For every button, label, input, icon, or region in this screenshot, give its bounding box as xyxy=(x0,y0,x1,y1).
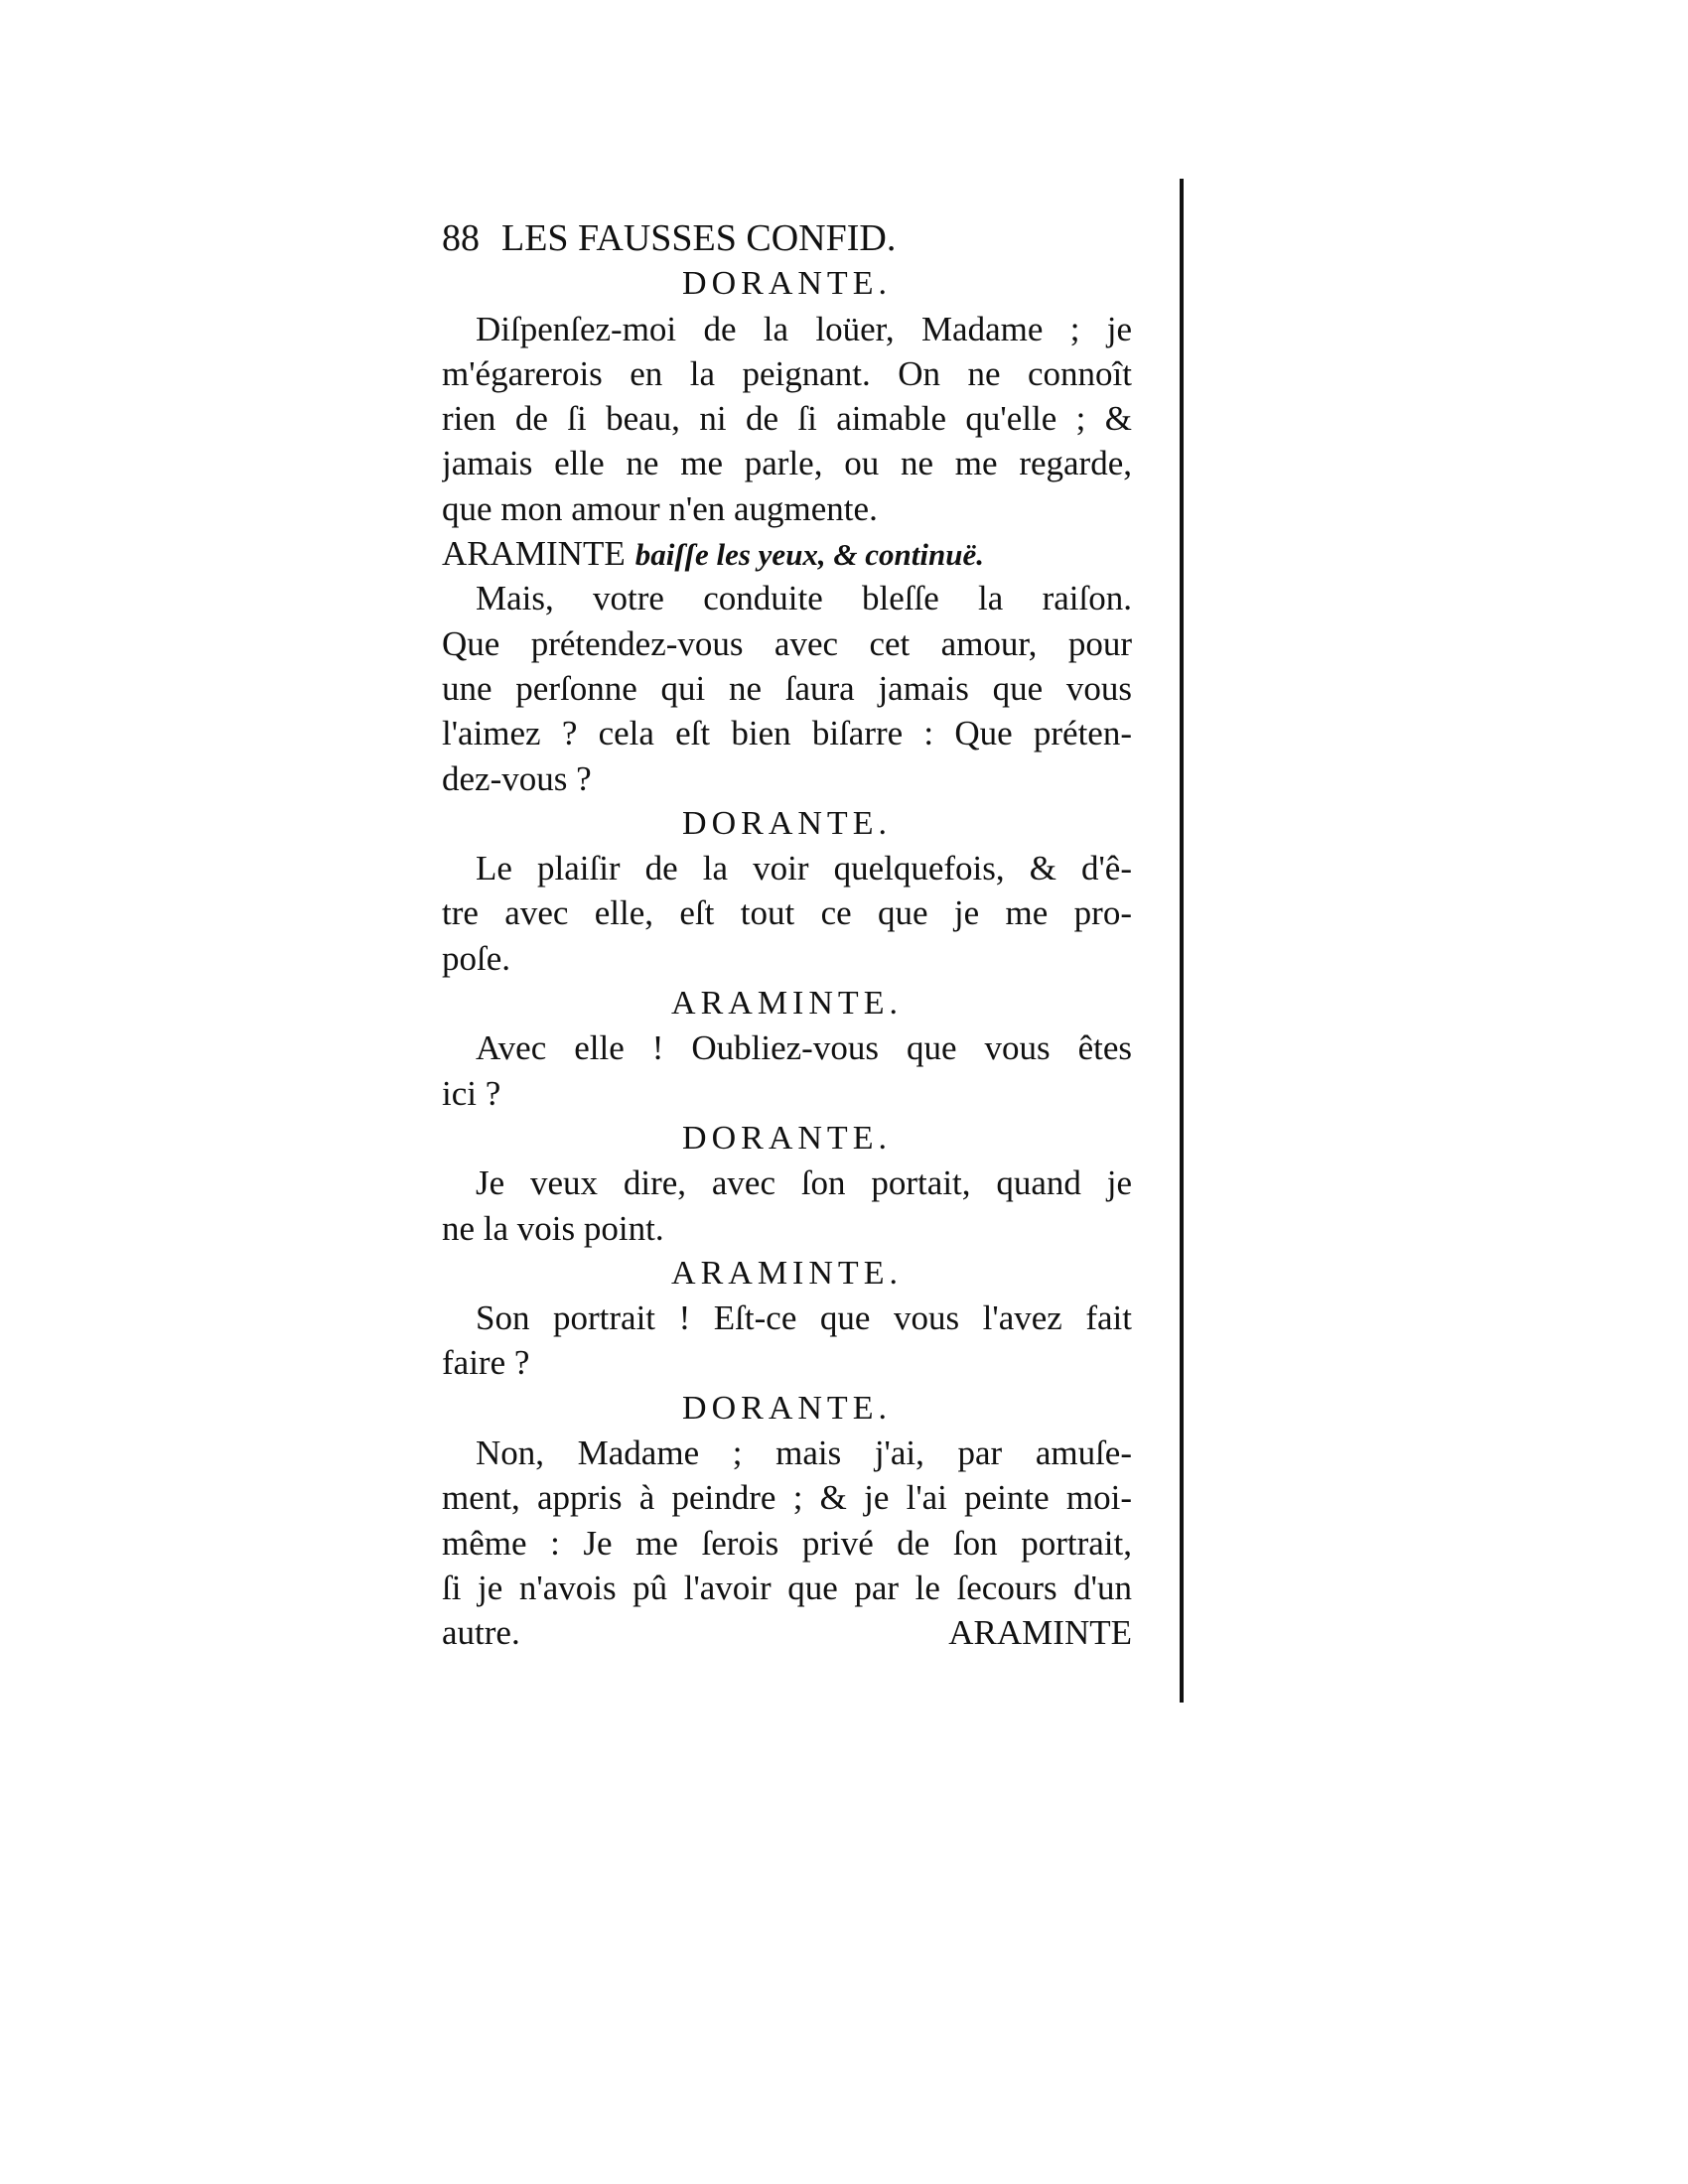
text-line: faire ? xyxy=(442,1343,530,1383)
text-line: Mais, votre conduite bleſſe la raiſon. xyxy=(476,579,1132,618)
text-line: poſe. xyxy=(442,938,511,978)
text-line: ment, appris à peindre ; & je l'ai peinte moi- xyxy=(442,1478,1132,1518)
text-line: Diſpenſez-moi de la loüer, Madame ; je xyxy=(476,309,1132,348)
text-line: que mon amour n'en augmente. xyxy=(442,488,878,528)
speaker-name: ARAMINTE xyxy=(442,534,626,574)
page-edge-rule xyxy=(1180,179,1184,1703)
text-line: l'aimez ? cela eſt bien biſarre : Que préten- xyxy=(442,714,1132,753)
speaker-heading: DORANTE. xyxy=(682,265,892,303)
text-line: une perſonne qui ne ſaura jamais que vous xyxy=(442,668,1132,708)
final-line xyxy=(442,1610,1132,1655)
stage-direction: baiſſe les yeux, & continuë. xyxy=(634,537,985,573)
running-title: LES FAUSSES CONFID. xyxy=(501,217,897,259)
text-line: ici ? xyxy=(442,1073,501,1113)
text-line: Non, Madame ; mais j'ai, par amuſe- xyxy=(476,1433,1132,1473)
text-line: Son portrait ! Eſt-ce que vous l'avez fait xyxy=(476,1298,1132,1338)
page-number: 88 xyxy=(442,217,480,259)
text-line: autre. xyxy=(442,1613,520,1653)
text-line: dez-vous ? xyxy=(442,758,592,798)
text-line: même : Je me ſerois privé de ſon portrait, xyxy=(442,1523,1132,1563)
text-line: ne la vois point. xyxy=(442,1208,664,1248)
stage-direction-line xyxy=(442,531,1132,576)
speaker-heading: DORANTE. xyxy=(682,1389,892,1427)
text-line: Avec elle ! Oubliez-vous que vous êtes xyxy=(476,1028,1132,1068)
speaker-heading: ARAMINTE. xyxy=(671,1254,903,1292)
speaker-heading: ARAMINTE. xyxy=(671,985,903,1023)
text-line: jamais elle ne me parle, ou ne me regarde, xyxy=(442,444,1132,483)
text-line: Je veux dire, avec ſon portait, quand je xyxy=(476,1163,1132,1203)
text-body xyxy=(442,261,1132,1655)
speaker-heading: DORANTE. xyxy=(682,1119,892,1157)
text-line: tre avec elle, eſt tout ce que je me pro- xyxy=(442,893,1132,933)
text-line: ſi je n'avois pû l'avoir que par le ſecours d'un xyxy=(442,1568,1132,1607)
text-line: m'égarerois en la peignant. On ne connoît xyxy=(442,353,1132,393)
speaker-heading: DORANTE. xyxy=(682,804,892,842)
running-header xyxy=(442,216,1132,261)
text-line: Que prétendez-vous avec cet amour, pour xyxy=(442,623,1132,663)
text-line: Le plaiſir de la voir quelquefois, & d'ê- xyxy=(476,849,1132,888)
catchword: ARAMINTE xyxy=(948,1613,1132,1653)
book-page xyxy=(442,216,1132,1656)
text-line: rien de ſi beau, ni de ſi aimable qu'elle ; & xyxy=(442,399,1132,439)
